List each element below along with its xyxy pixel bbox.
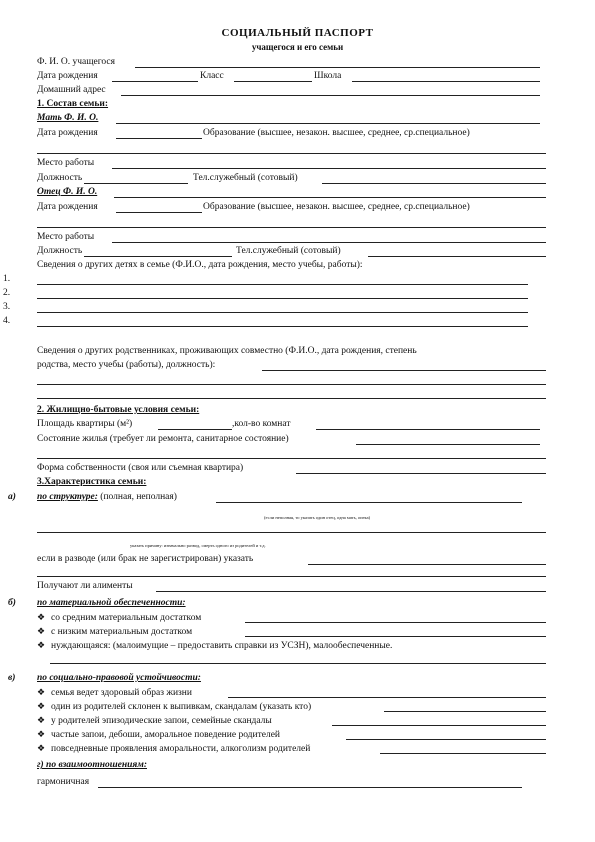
child-number: 2. xyxy=(3,288,11,298)
divorce-field-1[interactable] xyxy=(308,564,546,565)
student-school-field[interactable] xyxy=(352,81,540,82)
mother-position-label: Должность xyxy=(37,173,83,183)
mother-workplace-label: Место работы xyxy=(37,158,95,168)
divorce-field-2[interactable] xyxy=(37,576,546,577)
reason-hint: указать причину: изначально развод, смерть одного из родителей и т.д. xyxy=(130,543,266,548)
b-item-2-field[interactable] xyxy=(245,636,546,637)
b-item-label: со средним материальным достатком xyxy=(51,613,202,623)
section-a-marker: а) xyxy=(8,492,16,502)
relatives-field-2[interactable] xyxy=(37,384,546,385)
father-phone-label: Тел.служебный (сотовый) xyxy=(236,246,341,256)
father-dob-field[interactable] xyxy=(116,212,202,213)
c-item-label: частые запои, дебоши, аморальное поведение родителей xyxy=(51,730,280,740)
b-item-3[interactable] xyxy=(37,639,392,652)
characteristics-heading: 3.Характеристика семьи: xyxy=(37,477,147,487)
mother-education-label: Образование (высшее, незакон. высшее, среднее, ср.специальное) xyxy=(203,128,470,138)
diamond-bullet-icon: ❖ xyxy=(37,626,46,636)
section-d-label: г) по взаимоотношениям: xyxy=(37,760,147,770)
condition-label: Состояние жилья (требует ли ремонта, санитарное состояние) xyxy=(37,434,289,444)
student-class-label: Класс xyxy=(200,71,224,81)
c-item-5[interactable] xyxy=(37,742,310,755)
student-school-label: Школа xyxy=(314,71,342,81)
father-workplace-field[interactable] xyxy=(112,242,546,243)
student-address-field[interactable] xyxy=(121,95,540,96)
children-info-label: Сведения о других детях в семье (Ф.И.О., дата рождения, место учебы, работы): xyxy=(37,260,363,270)
father-label: Отец Ф. И. О. xyxy=(37,187,98,197)
diamond-bullet-icon: ❖ xyxy=(37,729,46,739)
child-number: 1. xyxy=(3,274,11,284)
relatives-field-3[interactable] xyxy=(37,398,546,399)
father-position-label: Должность xyxy=(37,246,83,256)
section-a-label: по структуре: xyxy=(37,492,98,502)
c-item-2-field[interactable] xyxy=(384,711,546,712)
mother-dob-field[interactable] xyxy=(116,138,202,139)
student-fio-field[interactable] xyxy=(135,67,540,68)
child-2-field[interactable] xyxy=(37,298,528,299)
c-item-label: семья ведет здоровый образ жизни xyxy=(51,688,192,698)
c-item-1[interactable] xyxy=(37,686,192,699)
structure-field-2[interactable] xyxy=(37,532,546,533)
b-item-1[interactable] xyxy=(37,611,201,624)
diamond-bullet-icon: ❖ xyxy=(37,715,46,725)
b-item-1-field[interactable] xyxy=(245,622,546,623)
ownership-field[interactable] xyxy=(296,473,546,474)
b-item-label: с низким материальным достатком xyxy=(51,627,193,637)
child-number: 4. xyxy=(3,316,11,326)
c-item-label: у родителей эпизодические запои, семейные скандалы xyxy=(51,716,272,726)
harmony-field[interactable] xyxy=(98,787,522,788)
family-heading: 1. Состав семьи: xyxy=(37,99,109,109)
c-item-label: один из родителей склонен к выпивкам, скандалам (указать кто) xyxy=(51,702,312,712)
section-b-marker: б) xyxy=(8,598,16,608)
rooms-label: ,кол-во комнат xyxy=(232,419,291,429)
mother-phone-field[interactable] xyxy=(322,183,546,184)
father-position-field[interactable] xyxy=(84,256,232,257)
father-workplace-label: Место работы xyxy=(37,232,95,242)
living-heading: 2. Жилищно-бытовые условия семьи: xyxy=(37,405,200,415)
father-dob-label: Дата рождения xyxy=(37,202,98,212)
father-phone-field[interactable] xyxy=(368,256,546,257)
c-item-label: повседневные проявления аморальности, алкоголизм родителей xyxy=(51,744,311,754)
b-item-3-field[interactable] xyxy=(50,663,546,664)
mother-phone-label: Тел.служебный (сотовый) xyxy=(193,173,298,183)
mother-education-field[interactable] xyxy=(37,153,546,154)
structure-field[interactable] xyxy=(216,502,522,503)
condition-field-1[interactable] xyxy=(356,444,540,445)
father-fio-field[interactable] xyxy=(114,197,546,198)
section-b-label: по материальной обеспеченности: xyxy=(37,598,186,608)
student-dob-label: Дата рождения xyxy=(37,71,98,81)
student-class-field[interactable] xyxy=(234,81,312,82)
student-dob-field[interactable] xyxy=(112,81,198,82)
mother-fio-field[interactable] xyxy=(116,123,540,124)
alimony-label: Получают ли алименты xyxy=(37,581,133,591)
alimony-field[interactable] xyxy=(156,591,546,592)
mother-label: Мать Ф. И. О. xyxy=(37,113,99,123)
rooms-field[interactable] xyxy=(316,429,540,430)
c-item-2[interactable] xyxy=(37,700,311,713)
b-item-label: нуждающаяся: (малоимущие – предоставить справки из УСЗН), малообеспеченные. xyxy=(51,641,393,651)
c-item-3-field[interactable] xyxy=(332,725,546,726)
child-4-field[interactable] xyxy=(37,326,528,327)
mother-position-field[interactable] xyxy=(84,183,188,184)
diamond-bullet-icon: ❖ xyxy=(37,640,46,650)
section-c-marker: в) xyxy=(8,673,16,683)
diamond-bullet-icon: ❖ xyxy=(37,701,46,711)
child-3-field[interactable] xyxy=(37,312,528,313)
child-1-field[interactable] xyxy=(37,284,528,285)
student-fio-label: Ф. И. О. учащегося xyxy=(37,57,115,67)
structure-hint: (если неполная, то указать один отец, одна мать, опека) xyxy=(264,515,371,520)
divorce-label: если в разводе (или брак не зарегистрирован) указать xyxy=(37,554,254,564)
mother-dob-label: Дата рождения xyxy=(37,128,98,138)
condition-field-2[interactable] xyxy=(37,458,546,459)
area-field[interactable] xyxy=(158,429,232,430)
c-item-5-field[interactable] xyxy=(380,753,546,754)
section-a-options: (полная, неполная) xyxy=(97,492,177,502)
c-item-1-field[interactable] xyxy=(228,697,546,698)
diamond-bullet-icon: ❖ xyxy=(37,743,46,753)
relatives-info-line2: родства, место учебы (работы), должность): xyxy=(37,360,216,370)
diamond-bullet-icon: ❖ xyxy=(37,687,46,697)
page-title: СОЦИАЛЬНЫЙ ПАСПОРТ xyxy=(221,27,374,39)
area-label: Площадь квартиры (м²) xyxy=(37,419,133,429)
child-number: 3. xyxy=(3,302,11,312)
mother-workplace-field[interactable] xyxy=(112,168,546,169)
c-item-4-field[interactable] xyxy=(346,739,546,740)
section-c-label: по социально-правовой устойчивости: xyxy=(37,673,201,683)
relatives-field-1[interactable] xyxy=(262,370,546,371)
c-item-4[interactable] xyxy=(37,728,280,741)
page-subtitle: учащегося и его семьи xyxy=(251,42,344,52)
father-education-label: Образование (высшее, незакон. высшее, среднее, ср.специальное) xyxy=(203,202,470,212)
b-item-2[interactable] xyxy=(37,625,192,638)
c-item-3[interactable] xyxy=(37,714,272,727)
relatives-info-line1: Сведения о других родственниках, проживающих совместно (Ф.И.О., дата рождения, степень xyxy=(37,346,417,356)
ownership-label: Форма собственности (своя или съемная квартира) xyxy=(37,463,244,473)
harmony-label: гармоничная xyxy=(37,777,90,787)
diamond-bullet-icon: ❖ xyxy=(37,612,46,622)
father-education-field[interactable] xyxy=(37,227,546,228)
student-address-label: Домашний адрес xyxy=(37,85,106,95)
